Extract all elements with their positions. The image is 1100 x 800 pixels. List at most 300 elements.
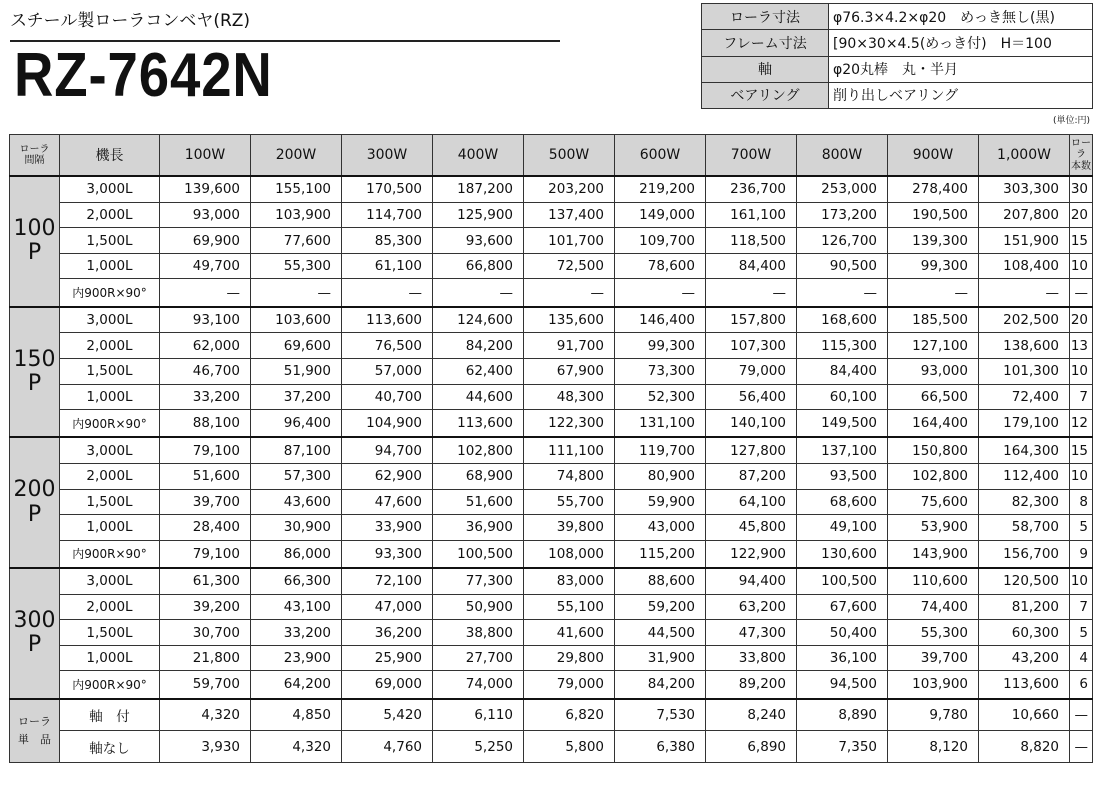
price-cell: 51,600	[160, 464, 251, 490]
table-row	[10, 202, 1093, 228]
roller-count-cell: 10	[1070, 253, 1093, 279]
price-cell: 9,780	[888, 699, 979, 731]
price-cell: 149,500	[797, 410, 888, 438]
price-cell: 57,000	[342, 358, 433, 384]
price-cell: 207,800	[979, 202, 1070, 228]
price-cell: 303,300	[979, 176, 1070, 202]
price-cell: 55,300	[888, 620, 979, 646]
spec-value: 削り出しベアリング	[829, 82, 1093, 108]
price-cell: 84,400	[706, 253, 797, 279]
width-header: 400W	[433, 135, 524, 177]
price-cell: 219,200	[615, 176, 706, 202]
price-cell: 41,600	[524, 620, 615, 646]
price-cell: 49,100	[797, 515, 888, 541]
price-cell: 45,800	[706, 515, 797, 541]
price-cell: 83,000	[524, 568, 615, 594]
price-cell: 47,600	[342, 489, 433, 515]
price-cell: 140,100	[706, 410, 797, 438]
price-cell: 63,200	[706, 594, 797, 620]
price-cell: 101,300	[979, 358, 1070, 384]
price-cell: —	[797, 279, 888, 307]
price-cell: 84,200	[433, 333, 524, 359]
table-row	[10, 410, 1093, 438]
table-row	[10, 731, 1093, 763]
table-row	[10, 568, 1093, 594]
price-cell: 67,600	[797, 594, 888, 620]
price-cell: 6,890	[706, 731, 797, 763]
length-cell: 1,500L	[60, 358, 160, 384]
price-cell: —	[251, 279, 342, 307]
price-cell: 6,820	[524, 699, 615, 731]
length-header: 機長	[60, 135, 160, 177]
price-cell: 30,700	[160, 620, 251, 646]
price-cell: 55,300	[251, 253, 342, 279]
price-cell: 170,500	[342, 176, 433, 202]
table-row	[10, 699, 1093, 731]
price-cell: —	[615, 279, 706, 307]
price-cell: 146,400	[615, 307, 706, 333]
length-cell: 1,500L	[60, 228, 160, 254]
price-cell: 93,100	[160, 307, 251, 333]
price-cell: 33,200	[160, 384, 251, 410]
header-line: ローラ	[1071, 137, 1091, 161]
price-cell: 93,300	[342, 540, 433, 568]
price-cell: 74,000	[433, 671, 524, 699]
price-cell: 120,500	[979, 568, 1070, 594]
price-cell: 5,420	[342, 699, 433, 731]
price-cell: 137,400	[524, 202, 615, 228]
price-cell: 130,600	[797, 540, 888, 568]
table-row	[10, 279, 1093, 307]
price-cell: 68,900	[433, 464, 524, 490]
price-cell: —	[979, 279, 1070, 307]
price-cell: 73,300	[615, 358, 706, 384]
price-cell: 161,100	[706, 202, 797, 228]
group-label-line: ローラ	[18, 715, 51, 729]
price-cell: 102,800	[888, 464, 979, 490]
price-cell: 131,100	[615, 410, 706, 438]
price-cell: 61,100	[342, 253, 433, 279]
price-cell: 185,500	[888, 307, 979, 333]
price-cell: 39,800	[524, 515, 615, 541]
width-header: 900W	[888, 135, 979, 177]
price-cell: 59,900	[615, 489, 706, 515]
length-cell: 1,000L	[60, 384, 160, 410]
price-cell: 55,700	[524, 489, 615, 515]
roller-count-cell: 30	[1070, 176, 1093, 202]
roller-count-cell: —	[1070, 279, 1093, 307]
group-label-line: P	[27, 632, 42, 658]
price-cell: 149,000	[615, 202, 706, 228]
price-cell: 72,500	[524, 253, 615, 279]
table-row	[10, 228, 1093, 254]
price-cell: 51,900	[251, 358, 342, 384]
price-cell: 33,200	[251, 620, 342, 646]
price-cell: 8,120	[888, 731, 979, 763]
table-row	[10, 176, 1093, 202]
length-cell: 1,500L	[60, 620, 160, 646]
price-cell: 59,200	[615, 594, 706, 620]
price-cell: 203,200	[524, 176, 615, 202]
width-header: 100W	[160, 135, 251, 177]
price-cell: 8,890	[797, 699, 888, 731]
price-cell: 38,800	[433, 620, 524, 646]
price-cell: 53,900	[888, 515, 979, 541]
price-cell: 157,800	[706, 307, 797, 333]
price-cell: 8,820	[979, 731, 1070, 763]
roller-count-cell: 15	[1070, 437, 1093, 463]
price-cell: —	[524, 279, 615, 307]
price-cell: 138,600	[979, 333, 1070, 359]
price-cell: 69,000	[342, 671, 433, 699]
table-row	[10, 384, 1093, 410]
price-cell: 60,100	[797, 384, 888, 410]
price-cell: 127,800	[706, 437, 797, 463]
price-cell: —	[433, 279, 524, 307]
price-cell: 49,700	[160, 253, 251, 279]
group-label-line: P	[27, 240, 42, 266]
price-cell: 151,900	[979, 228, 1070, 254]
roller-pitch-header	[10, 135, 60, 177]
price-cell: —	[160, 279, 251, 307]
price-cell: 33,900	[342, 515, 433, 541]
price-cell: 115,200	[615, 540, 706, 568]
header-line: 間隔	[24, 155, 45, 166]
price-cell: 112,400	[979, 464, 1070, 490]
roller-count-cell: 15	[1070, 228, 1093, 254]
roller-count-cell: 9	[1070, 540, 1093, 568]
length-cell: 1,000L	[60, 253, 160, 279]
length-cell: 3,000L	[60, 437, 160, 463]
table-row	[10, 253, 1093, 279]
table-row	[10, 671, 1093, 699]
price-cell: 36,900	[433, 515, 524, 541]
roller-count-cell: 7	[1070, 594, 1093, 620]
price-cell: 80,900	[615, 464, 706, 490]
price-cell: 100,500	[797, 568, 888, 594]
price-cell: 114,700	[342, 202, 433, 228]
price-cell: 67,900	[524, 358, 615, 384]
model-number: RZ-7642N	[14, 41, 273, 110]
price-cell: 7,350	[797, 731, 888, 763]
price-cell: 94,400	[706, 568, 797, 594]
price-cell: 50,900	[433, 594, 524, 620]
price-cell: 143,900	[888, 540, 979, 568]
table-row	[10, 489, 1093, 515]
group-label-line: 単 品	[18, 732, 51, 746]
price-cell: 21,800	[160, 645, 251, 671]
price-cell: 103,900	[888, 671, 979, 699]
table-row	[10, 594, 1093, 620]
price-cell: 113,600	[342, 307, 433, 333]
price-cell: 39,200	[160, 594, 251, 620]
group-label-line: 200	[13, 477, 56, 503]
price-cell: —	[342, 279, 433, 307]
price-cell: 91,700	[524, 333, 615, 359]
price-cell: 79,100	[160, 437, 251, 463]
price-cell: 93,600	[433, 228, 524, 254]
price-cell: 87,100	[251, 437, 342, 463]
spec-value: [90×30×4.5(めっき付) H＝100	[829, 30, 1093, 56]
price-cell: 72,400	[979, 384, 1070, 410]
group-label-line: P	[27, 501, 42, 527]
group-label-line: 300	[13, 608, 56, 634]
price-cell: 59,700	[160, 671, 251, 699]
page-subtitle: スチール製ローラコンベヤ(RZ)	[10, 11, 251, 31]
roller-count-header	[1070, 135, 1093, 177]
price-cell: 164,400	[888, 410, 979, 438]
price-table-body	[10, 176, 1093, 763]
price-cell: 44,500	[615, 620, 706, 646]
width-header: 500W	[524, 135, 615, 177]
price-cell: 43,100	[251, 594, 342, 620]
length-cell: 内900R×90°	[60, 410, 160, 438]
price-cell: 156,700	[979, 540, 1070, 568]
length-cell: 2,000L	[60, 594, 160, 620]
price-cell: 40,700	[342, 384, 433, 410]
price-cell: 127,100	[888, 333, 979, 359]
roller-count-cell: 13	[1070, 333, 1093, 359]
price-cell: 75,600	[888, 489, 979, 515]
price-cell: 99,300	[615, 333, 706, 359]
price-cell: 77,300	[433, 568, 524, 594]
price-cell: 89,200	[706, 671, 797, 699]
price-cell: 103,600	[251, 307, 342, 333]
length-cell: 軸 付	[60, 699, 160, 731]
price-cell: 108,000	[524, 540, 615, 568]
length-cell: 3,000L	[60, 307, 160, 333]
price-cell: 60,300	[979, 620, 1070, 646]
price-cell: 139,300	[888, 228, 979, 254]
price-cell: 43,200	[979, 645, 1070, 671]
price-cell: 253,000	[797, 176, 888, 202]
price-cell: 29,800	[524, 645, 615, 671]
roller-pitch-label	[10, 699, 60, 763]
price-cell: 23,900	[251, 645, 342, 671]
spec-row	[702, 82, 1093, 108]
price-cell: 107,300	[706, 333, 797, 359]
price-cell: 102,800	[433, 437, 524, 463]
price-cell: 4,760	[342, 731, 433, 763]
price-cell: 139,600	[160, 176, 251, 202]
price-cell: 236,700	[706, 176, 797, 202]
price-cell: 5,250	[433, 731, 524, 763]
roller-count-cell: —	[1070, 699, 1093, 731]
spec-label: フレーム寸法	[702, 30, 829, 56]
price-cell: 27,700	[433, 645, 524, 671]
price-cell: 190,500	[888, 202, 979, 228]
group-label-line: P	[27, 370, 42, 396]
price-cell: 62,400	[433, 358, 524, 384]
price-cell: 52,300	[615, 384, 706, 410]
price-cell: 6,380	[615, 731, 706, 763]
roller-count-cell: 5	[1070, 515, 1093, 541]
price-cell: 69,900	[160, 228, 251, 254]
table-row	[10, 333, 1093, 359]
roller-count-cell: 12	[1070, 410, 1093, 438]
price-cell: 44,600	[433, 384, 524, 410]
price-cell: 173,200	[797, 202, 888, 228]
roller-count-cell: 10	[1070, 358, 1093, 384]
spec-value: φ20丸棒 丸・半月	[829, 56, 1093, 82]
length-cell: 内900R×90°	[60, 671, 160, 699]
price-cell: 187,200	[433, 176, 524, 202]
group-label-line: 150	[13, 346, 56, 372]
price-cell: 87,200	[706, 464, 797, 490]
price-cell: 96,400	[251, 410, 342, 438]
roller-pitch-label	[10, 176, 60, 307]
price-cell: —	[706, 279, 797, 307]
price-cell: 93,500	[797, 464, 888, 490]
roller-pitch-label	[10, 437, 60, 568]
length-cell: 1,000L	[60, 645, 160, 671]
price-cell: 43,000	[615, 515, 706, 541]
price-cell: 202,500	[979, 307, 1070, 333]
price-cell: 74,400	[888, 594, 979, 620]
price-cell: 94,500	[797, 671, 888, 699]
price-cell: 135,600	[524, 307, 615, 333]
width-header: 600W	[615, 135, 706, 177]
roller-count-cell: 8	[1070, 489, 1093, 515]
price-cell: 72,100	[342, 568, 433, 594]
price-cell: 39,700	[888, 645, 979, 671]
price-cell: 99,300	[888, 253, 979, 279]
length-cell: 3,000L	[60, 568, 160, 594]
price-cell: 33,800	[706, 645, 797, 671]
price-cell: 88,600	[615, 568, 706, 594]
price-cell: 109,700	[615, 228, 706, 254]
roller-count-cell: 10	[1070, 568, 1093, 594]
price-cell: 61,300	[160, 568, 251, 594]
price-cell: 111,100	[524, 437, 615, 463]
width-header: 1,000W	[979, 135, 1070, 177]
length-cell: 内900R×90°	[60, 279, 160, 307]
price-cell: 3,930	[160, 731, 251, 763]
price-cell: 79,000	[524, 671, 615, 699]
price-cell: 50,400	[797, 620, 888, 646]
price-cell: 155,100	[251, 176, 342, 202]
price-cell: 25,900	[342, 645, 433, 671]
price-cell: 108,400	[979, 253, 1070, 279]
price-cell: 79,100	[160, 540, 251, 568]
roller-count-cell: 20	[1070, 202, 1093, 228]
price-cell: 126,700	[797, 228, 888, 254]
width-header: 300W	[342, 135, 433, 177]
price-cell: 28,400	[160, 515, 251, 541]
price-cell: 77,600	[251, 228, 342, 254]
price-cell: 119,700	[615, 437, 706, 463]
price-cell: 88,100	[160, 410, 251, 438]
header-row	[10, 135, 1093, 177]
price-cell: 58,700	[979, 515, 1070, 541]
price-cell: 66,800	[433, 253, 524, 279]
price-cell: 90,500	[797, 253, 888, 279]
price-cell: 94,700	[342, 437, 433, 463]
price-cell: 84,400	[797, 358, 888, 384]
price-cell: 122,900	[706, 540, 797, 568]
length-cell: 2,000L	[60, 333, 160, 359]
table-row	[10, 437, 1093, 463]
length-cell: 1,500L	[60, 489, 160, 515]
spec-row	[702, 4, 1093, 30]
price-cell: 8,240	[706, 699, 797, 731]
spec-table	[701, 3, 1093, 109]
table-row	[10, 540, 1093, 568]
header-line: 本数	[1071, 160, 1091, 172]
length-cell: 2,000L	[60, 202, 160, 228]
roller-count-cell: 7	[1070, 384, 1093, 410]
price-cell: 179,100	[979, 410, 1070, 438]
price-cell: 85,300	[342, 228, 433, 254]
price-cell: 113,600	[433, 410, 524, 438]
price-cell: 86,000	[251, 540, 342, 568]
spec-value: φ76.3×4.2×φ20 めっき無し(黒)	[829, 4, 1093, 30]
price-cell: 57,300	[251, 464, 342, 490]
table-row	[10, 645, 1093, 671]
group-label-line: 100	[13, 216, 56, 242]
spec-label: ベアリング	[702, 82, 829, 108]
table-row	[10, 358, 1093, 384]
price-cell: 81,200	[979, 594, 1070, 620]
price-cell: 82,300	[979, 489, 1070, 515]
price-cell: 39,700	[160, 489, 251, 515]
price-cell: 64,100	[706, 489, 797, 515]
length-cell: 1,000L	[60, 515, 160, 541]
price-cell: 66,500	[888, 384, 979, 410]
price-cell: 164,300	[979, 437, 1070, 463]
price-cell: 47,300	[706, 620, 797, 646]
spec-label: ローラ寸法	[702, 4, 829, 30]
price-cell: 125,900	[433, 202, 524, 228]
table-row	[10, 464, 1093, 490]
price-cell: 78,600	[615, 253, 706, 279]
price-cell: 278,400	[888, 176, 979, 202]
length-cell: 内900R×90°	[60, 540, 160, 568]
table-row	[10, 515, 1093, 541]
price-cell: 62,900	[342, 464, 433, 490]
price-cell: 124,600	[433, 307, 524, 333]
price-cell: 118,500	[706, 228, 797, 254]
price-cell: 76,500	[342, 333, 433, 359]
price-cell: 64,200	[251, 671, 342, 699]
price-cell: 69,600	[251, 333, 342, 359]
price-cell: 66,300	[251, 568, 342, 594]
price-cell: 4,850	[251, 699, 342, 731]
width-header: 700W	[706, 135, 797, 177]
price-cell: 113,600	[979, 671, 1070, 699]
roller-count-cell: 5	[1070, 620, 1093, 646]
price-cell: 10,660	[979, 699, 1070, 731]
price-cell: 103,900	[251, 202, 342, 228]
price-cell: 68,600	[797, 489, 888, 515]
roller-count-cell: 20	[1070, 307, 1093, 333]
price-cell: 47,000	[342, 594, 433, 620]
price-cell: 122,300	[524, 410, 615, 438]
price-cell: 62,000	[160, 333, 251, 359]
roller-count-cell: 6	[1070, 671, 1093, 699]
spec-row	[702, 56, 1093, 82]
spec-row	[702, 30, 1093, 56]
price-cell: 110,600	[888, 568, 979, 594]
price-cell: 5,800	[524, 731, 615, 763]
unit-note: (単位:円)	[1052, 116, 1090, 126]
table-row	[10, 620, 1093, 646]
price-cell: 56,400	[706, 384, 797, 410]
header-line: ローラ	[19, 143, 50, 155]
roller-count-cell: 4	[1070, 645, 1093, 671]
price-cell: 6,110	[433, 699, 524, 731]
price-cell: 137,100	[797, 437, 888, 463]
